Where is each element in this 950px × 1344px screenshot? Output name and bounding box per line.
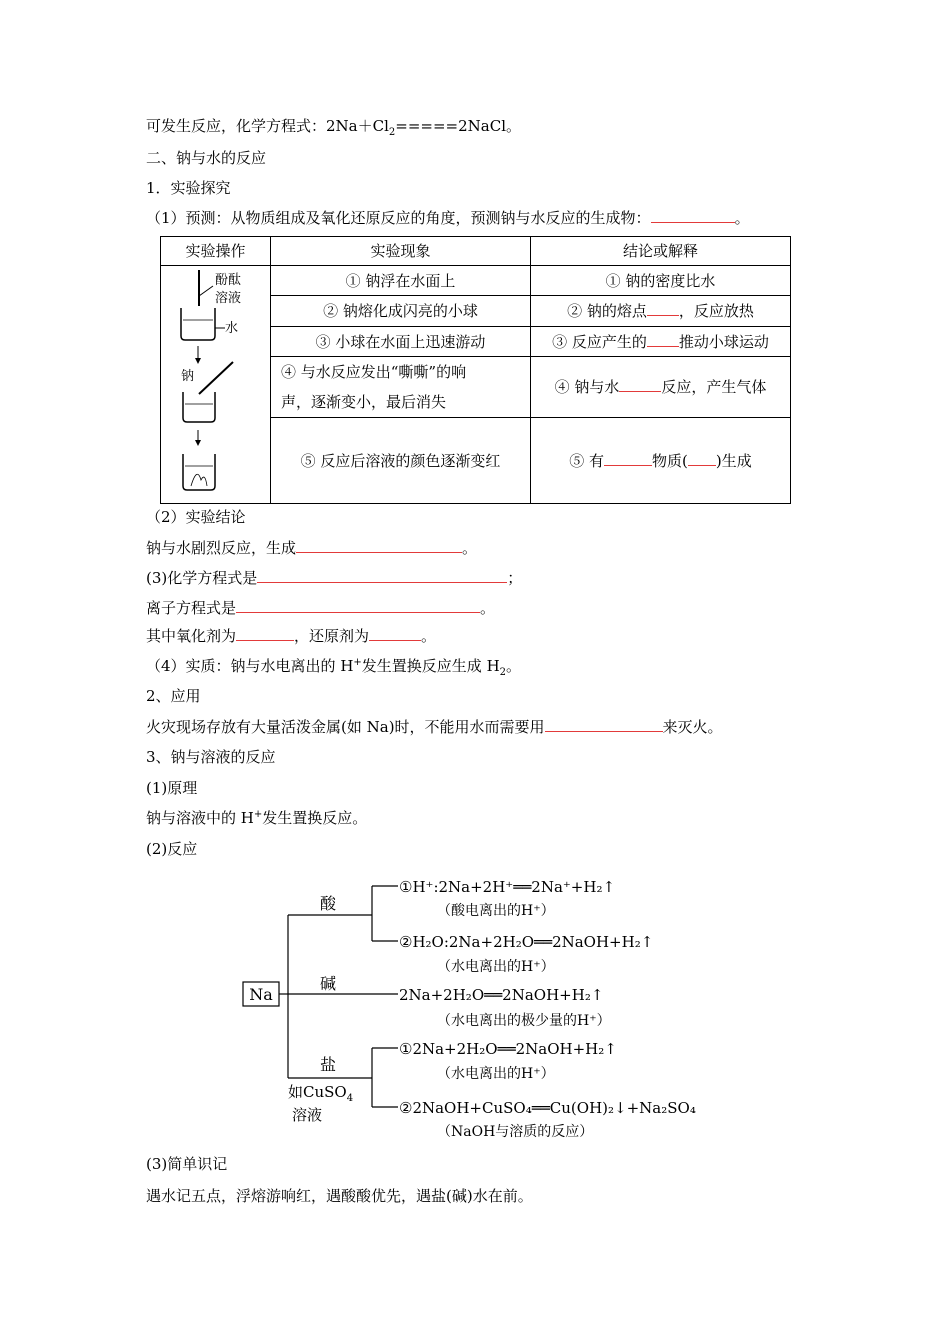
phenomenon-2: ② 钠熔化成闪亮的小球 xyxy=(271,296,531,327)
superscript: + xyxy=(253,809,263,820)
text: 推动小球运动 xyxy=(678,332,769,351)
beaker-icon xyxy=(181,308,215,340)
branch-base-label: 碱 xyxy=(320,974,337,993)
header-operation: 实验操作 xyxy=(161,237,271,266)
acid-reaction-1: ①H⁺:2Na+2H⁺══2Na⁺+H₂↑ xyxy=(399,878,616,896)
label-solution: 溶液 xyxy=(215,291,242,306)
subsection-reactions: (2)反应 xyxy=(146,840,198,858)
acid-note-1: （酸电离出的H⁺） xyxy=(437,903,555,919)
text: 物质( xyxy=(652,451,688,470)
subscript: 2 xyxy=(499,667,507,678)
text: ② 钠的熔点 xyxy=(567,302,647,320)
header-conclusion: 结论或解释 xyxy=(531,237,791,266)
line-ionic-equation xyxy=(146,598,495,618)
answer-blank[interactable] xyxy=(236,626,294,641)
subsection-mnemonic: (3)简单识记 xyxy=(146,1155,228,1173)
beaker-icon xyxy=(183,454,215,490)
text: =====2NaCl。 xyxy=(395,117,521,135)
text: 。 xyxy=(734,209,750,227)
superscript: + xyxy=(353,657,362,668)
text: 发生置换反应。 xyxy=(262,809,368,827)
salt-example-1 xyxy=(288,1083,353,1104)
label-sodium: 钠 xyxy=(181,369,195,384)
text: 反应，产生气体 xyxy=(661,378,767,396)
base-note: （水电离出的极少量的H⁺） xyxy=(437,1013,611,1029)
text: ，反应放热 xyxy=(678,302,754,320)
answer-blank[interactable] xyxy=(651,208,735,223)
section-na-solution: 3、钠与溶液的反应 xyxy=(146,748,276,766)
line-chemical-equation xyxy=(146,568,522,588)
line-chlorine-equation xyxy=(146,116,521,136)
arrow-down-icon xyxy=(195,440,201,446)
subsection-conclusion: （2）实验结论 xyxy=(146,508,246,526)
subscript: 2 xyxy=(388,127,396,138)
conclusion-4 xyxy=(531,357,791,418)
label-phenolphthalein: 酚酞 xyxy=(215,273,242,288)
experiment-table xyxy=(160,236,791,504)
subscript: 4 xyxy=(346,1093,354,1104)
branch-acid-label: 酸 xyxy=(320,894,337,913)
phenomenon-3: ③ 小球在水面上迅速游动 xyxy=(271,327,531,357)
text: 火灾现场存放有大量活泼金属(如 Na)时，不能用水而需要用 xyxy=(146,718,545,736)
text: 钠与溶液中的 H xyxy=(146,809,254,827)
answer-blank[interactable] xyxy=(236,598,480,613)
salt-example-2: 溶液 xyxy=(292,1106,323,1124)
answer-blank[interactable] xyxy=(647,332,679,347)
text: 声，逐渐变小，最后消失 xyxy=(281,393,447,411)
text: 可发生反应，化学方程式：2Na＋Cl xyxy=(146,117,389,135)
answer-blank[interactable] xyxy=(647,301,679,316)
text: ③ 反应产生的 xyxy=(552,332,647,351)
line-essence xyxy=(146,656,521,676)
conclusion-5 xyxy=(531,418,791,504)
text: 钠与水剧烈反应，生成 xyxy=(146,539,297,557)
phenomenon-4 xyxy=(271,357,531,418)
base-reaction: 2Na+2H₂O══2NaOH+H₂↑ xyxy=(399,986,604,1004)
line-oxidant-reductant xyxy=(146,626,436,646)
text: )生成 xyxy=(715,451,752,470)
beaker-icon xyxy=(183,392,215,422)
answer-blank[interactable] xyxy=(688,451,716,466)
salt-reaction-1: ①2Na+2H₂O══2NaOH+H₂↑ xyxy=(399,1040,617,1058)
line-principle xyxy=(146,808,367,828)
subsection-principle: (1)原理 xyxy=(146,779,198,797)
answer-blank[interactable] xyxy=(257,568,507,583)
line-fire xyxy=(146,717,723,737)
text: 如CuSO xyxy=(288,1083,347,1101)
text: 其中氧化剂为 xyxy=(146,627,237,645)
text: ⑤ 有 xyxy=(569,451,605,470)
experiment-figure-cell xyxy=(161,266,271,504)
text: 离子方程式是 xyxy=(146,599,237,617)
text: 。 xyxy=(462,539,478,557)
na-label: Na xyxy=(249,985,273,1004)
arrow-down-icon xyxy=(195,358,201,364)
label-water: 水 xyxy=(225,321,239,336)
text: ④ 与水反应发出“嘶嘶”的响 xyxy=(281,363,467,381)
text: （4）实质：钠与水电离出的 H xyxy=(146,657,354,675)
forceps-icon xyxy=(199,362,233,394)
text: ，还原剂为 xyxy=(294,627,370,645)
salt-reaction-2: ②2NaOH+CuSO₄══Cu(OH)₂↓+Na₂SO₄ xyxy=(399,1099,696,1117)
phenomenon-5: ⑤ 反应后溶液的颜色逐渐变红 xyxy=(271,418,531,504)
line-products xyxy=(146,538,477,558)
salt-note-2: （NaOH与溶质的反应） xyxy=(437,1124,594,1140)
text: ； xyxy=(507,569,523,587)
acid-reaction-2: ②H₂O:2Na+2H₂O══2NaOH+H₂↑ xyxy=(399,933,654,951)
header-phenomenon: 实验现象 xyxy=(271,237,531,266)
text: 。 xyxy=(506,657,522,675)
subsection-experiment: 1．实验探究 xyxy=(146,179,231,197)
section-application: 2、应用 xyxy=(146,687,201,705)
experiment-apparatus-figure xyxy=(161,266,270,502)
text: 发生置换反应生成 H xyxy=(361,657,500,675)
reaction-diagram xyxy=(240,868,720,1148)
answer-blank[interactable] xyxy=(604,451,652,466)
conclusion-1 xyxy=(531,266,791,296)
section-heading-na-water: 二、钠与水的反应 xyxy=(146,149,267,167)
acid-note-2: （水电离出的H⁺） xyxy=(437,959,555,975)
phenomenon-1: ① 钠浮在水面上 xyxy=(271,266,531,296)
text: 。 xyxy=(421,627,437,645)
text: （1）预测：从物质组成及氧化还原反应的角度，预测钠与水反应的生成物： xyxy=(146,209,651,227)
branch-salt-label: 盐 xyxy=(320,1055,337,1074)
text: 来灭火。 xyxy=(662,718,723,736)
answer-blank[interactable] xyxy=(296,538,462,553)
conclusion-2 xyxy=(531,296,791,327)
answer-blank[interactable] xyxy=(619,377,661,392)
conclusion-3 xyxy=(531,327,791,357)
line-mnemonic: 遇水记五点，浮熔游响红，遇酸酸优先，遇盐(碱)水在前。 xyxy=(146,1187,533,1205)
line-prediction xyxy=(146,208,750,228)
text: (3)化学方程式是 xyxy=(146,569,258,587)
text: 。 xyxy=(480,599,496,617)
answer-blank[interactable] xyxy=(545,717,663,732)
salt-note-1: （水电离出的H⁺） xyxy=(437,1066,555,1082)
answer-blank[interactable] xyxy=(369,626,421,641)
text: ④ 钠与水 xyxy=(554,378,620,396)
text: ① 钠的密度比水 xyxy=(605,271,716,290)
